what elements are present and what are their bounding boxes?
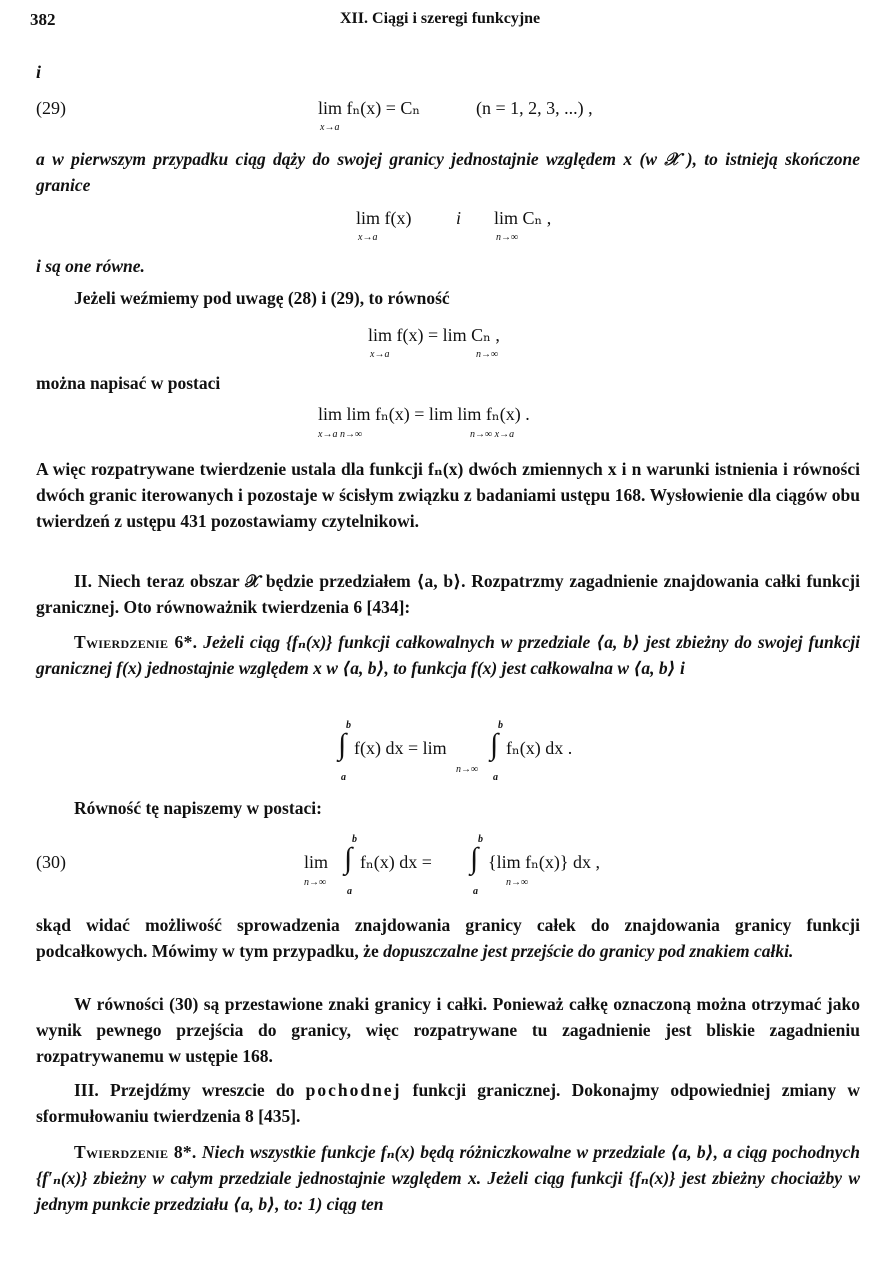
- integral-lower-1: a: [341, 772, 346, 783]
- conjunction-i: i: [36, 62, 42, 82]
- equation-30-upper-1: b: [352, 834, 357, 845]
- paragraph-limit-integral-italic: dopuszczalne jest przejście do granicy pod znakiem całki.: [383, 941, 794, 961]
- paragraph-section-iii-spaced: pochodnej: [305, 1080, 402, 1100]
- equation-30-mid: fₙ(x) dx =: [360, 852, 432, 872]
- paragraph-equal: i są one równe.: [36, 256, 145, 276]
- paragraph-section-iii-a: III. Przejdźmy wreszcie do: [74, 1080, 306, 1100]
- equation-equality-left-sub: x→a: [370, 349, 390, 360]
- paragraph-limit-integral: [36, 912, 860, 964]
- equation-limits-left: lim f(x): [356, 208, 412, 228]
- equation-limits-mid: i: [456, 208, 462, 228]
- equation-30-integral-1: ∫: [344, 842, 353, 875]
- equation-29-rest: (n = 1, 2, 3, ...) ,: [476, 98, 593, 118]
- paragraph-section-ii: II. Niech teraz obszar 𝒳 będzie przedziałem ⟨a, b⟩. Rozpatrzmy zagadnienie znajdowania całki funkcji granicznej. Oto równoważnik twierdzenia 6 [434]:: [36, 571, 860, 617]
- theorem-6-text: Jeżeli ciąg {fₙ(x)} funkcji całkowalnych w przedziale ⟨a, b⟩ jest zbieżny do swojej funkcji granicznej f(x) jednostajnie względem x w ⟨a, b⟩, to funkcja f(x) jest całkowalna w ⟨a, b⟩ i: [36, 632, 861, 678]
- page-number: 382: [30, 10, 56, 29]
- paragraph-uniform-convergence: a w pierwszym przypadku ciąg dąży do swojej granicy jednostajnie względem x (w 𝒳 ), to istnieją skończone granice: [36, 149, 860, 195]
- equation-30-lim-sub: n→∞: [304, 877, 327, 888]
- paragraph-section-iii-b: funkcji granicznej. Dokonajmy odpowiedniej zmiany w sformułowaniu twierdzenia 8 [435].: [36, 1080, 860, 1126]
- paragraph-consider: Jeżeli weźmiemy pod uwagę (28) i (29), to równość: [74, 288, 450, 308]
- equation-30-lower-2: a: [473, 886, 478, 897]
- equation-limits-right: lim Cₙ ,: [494, 208, 552, 228]
- theorem-6: [36, 629, 860, 681]
- equation-equality: lim f(x) = lim Cₙ ,: [368, 325, 500, 345]
- equation-30-label: (30): [36, 852, 66, 872]
- integral-sign-1: ∫: [338, 728, 347, 761]
- paragraph-swapped-signs: W równości (30) są przestawione znaki granicy i całki. Ponieważ całkę oznaczoną można otrzymać jako wynik pewnego przejścia do granicy, więc rozpatrywane tu zagadnienie jest bliskie zagadnieniu rozpatrywanemu w ustępie 168.: [36, 994, 860, 1066]
- paragraph-section-iii: [36, 1077, 860, 1129]
- integral-sign-2: ∫: [490, 728, 499, 761]
- equation-29-label: (29): [36, 98, 66, 118]
- equation-double-limit: lim lim fₙ(x) = lim lim fₙ(x) .: [318, 404, 530, 424]
- equation-30-lim: lim: [304, 852, 329, 872]
- integral-upper-1: b: [346, 720, 351, 731]
- equation-30-inner-sub: n→∞: [506, 877, 529, 888]
- paragraph-iterated-limits: A więc rozpatrywane twierdzenie ustala dla funkcji fₙ(x) dwóch zmiennych x i n warunki istnienia i równości dwóch granic iterowanych i pozostaje w ścisłym związku z badaniami ustępu 168. Wysłowienie dla ciągów obu twierdzeń z ustępu 431 pozostawiamy czytelnikowi.: [36, 459, 860, 531]
- equation-equality-right-sub: n→∞: [476, 349, 499, 360]
- theorem-8-text: Niech wszystkie funkcje fₙ(x) będą różniczkowalne w przedziale ⟨a, b⟩, a ciąg pochodnych {f′ₙ(x)} zbieżny w całym przedziale jednostajnie względem x. Jeżeli ciąg funkcji {fₙ(x)} jest zbieżny chociażby w jednym punkcie przedziału ⟨a, b⟩, to: 1) ciąg ten: [36, 1142, 861, 1214]
- paragraph-write: można napisać w postaci: [36, 373, 221, 393]
- equation-30-right: {lim fₙ(x)} dx ,: [488, 852, 601, 872]
- equation-30-lower-1: a: [347, 886, 352, 897]
- equation-limits-right-sub: n→∞: [496, 232, 519, 243]
- equation-30-upper-2: b: [478, 834, 483, 845]
- equation-double-limit-sub-left: x→a n→∞: [318, 429, 363, 440]
- integral-upper-2: b: [498, 720, 503, 731]
- integral-left: f(x) dx = lim: [354, 738, 447, 758]
- integral-right: fₙ(x) dx .: [506, 738, 573, 758]
- equation-limits-left-sub: x→a: [358, 232, 378, 243]
- equation-29-main: lim fₙ(x) = Cₙ: [318, 98, 421, 118]
- integral-lower-2: a: [493, 772, 498, 783]
- theorem-8-label: Twierdzenie 8*.: [74, 1142, 197, 1162]
- integral-lim-sub: n→∞: [456, 764, 479, 775]
- theorem-6-label: Twierdzenie 6*.: [74, 632, 198, 652]
- paragraph-limit-integral-plain: skąd widać możliwość sprowadzenia znajdowania granicy całek do znajdowania granicy funkcji podcałkowych. Mówimy w tym przypadku, że: [36, 915, 860, 961]
- theorem-8: [36, 1139, 860, 1217]
- equation-30-integral-2: ∫: [470, 842, 479, 875]
- paragraph-form: Równość tę napiszemy w postaci:: [74, 798, 322, 818]
- running-title: XII. Ciągi i szeregi funkcyjne: [340, 10, 541, 27]
- equation-29-sub: x→a: [320, 122, 340, 133]
- equation-double-limit-sub-right: n→∞ x→a: [470, 429, 515, 440]
